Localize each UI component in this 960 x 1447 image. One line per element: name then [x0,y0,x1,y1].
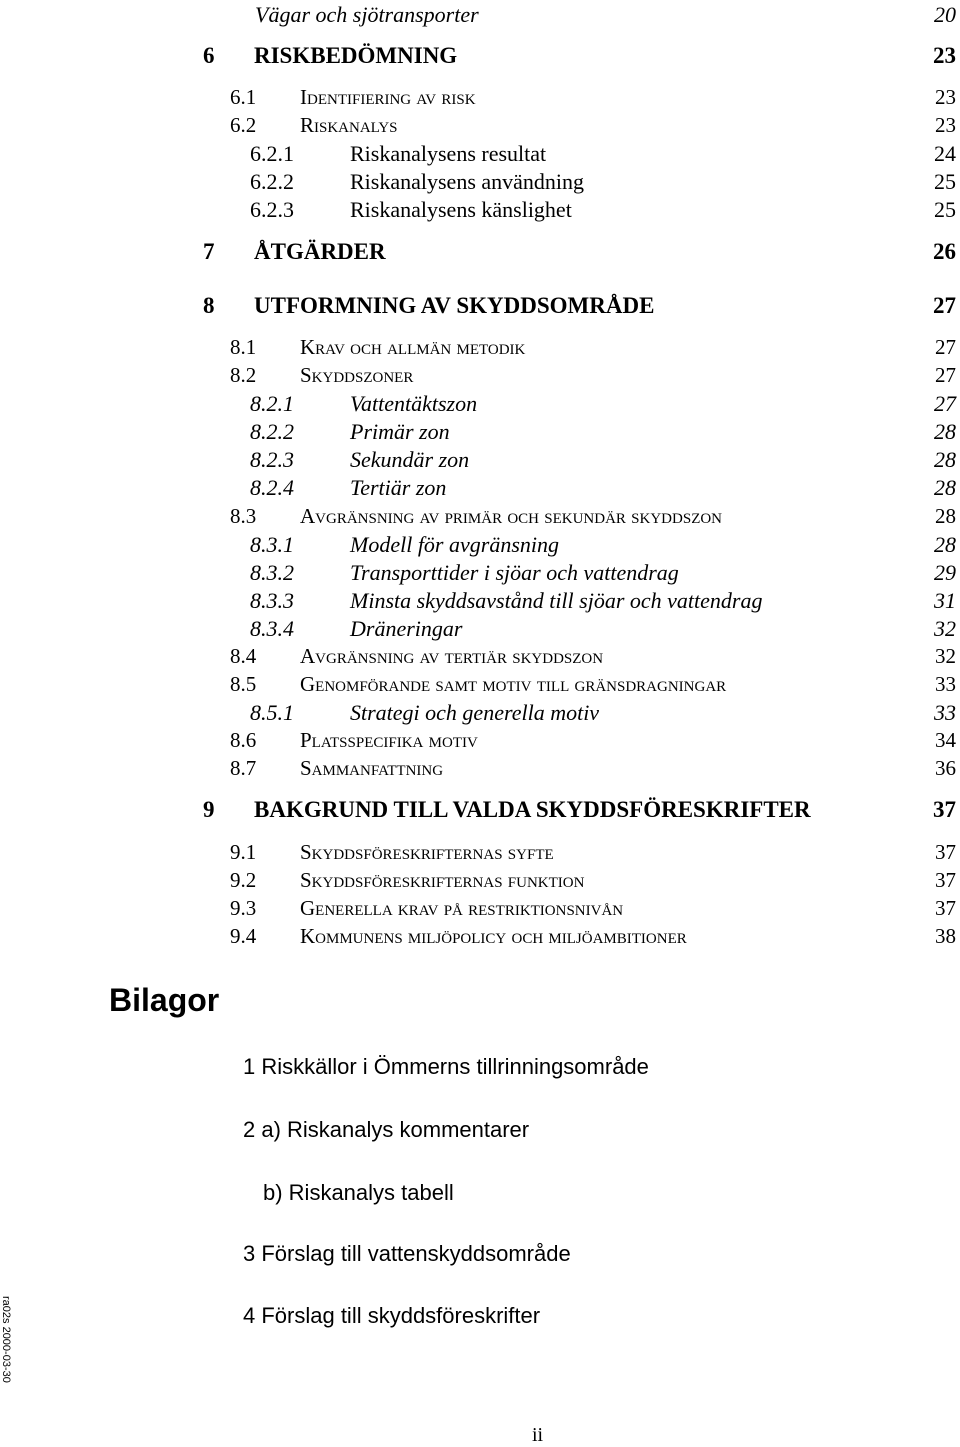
toc-entry-number: 7 [203,239,215,264]
toc-entry-title: Strategi och generella motiv [350,700,600,725]
toc-entry-page: 29 [934,560,956,585]
toc-entry-number: 8.3.3 [250,588,294,613]
toc-entry-title: Minsta skyddsavstånd till sjöar och vattendrag [350,588,763,613]
toc-entry-page: 23 [933,43,956,68]
toc-entry-title: Platsspecifika motiv [300,728,478,752]
toc-entry-number: 6 [203,43,215,68]
toc-entry-page: 27 [935,335,956,359]
toc-entry-page: 28 [934,419,956,444]
bilagor-heading: Bilagor [109,982,220,1018]
toc-entry-number: 8.3.2 [250,560,294,585]
toc-entry-page: 23 [935,85,956,109]
toc-entry-number: 6.2.3 [250,197,294,222]
toc-entry-number: 8.2.1 [250,391,294,416]
toc-entry-page: 36 [935,756,956,780]
document-id-label [0,1296,10,1386]
toc-entry-title: Riskanalysens användning [350,169,585,194]
toc-entry-title: Transporttider i sjöar och vattendrag [350,560,679,585]
toc-entry-number: 8.5.1 [250,700,294,725]
toc-entry-page: 37 [935,840,956,864]
toc-entry-title: Avgränsning av tertiär skyddszon [300,644,604,668]
toc-entry-page: 37 [933,797,956,822]
toc-entry-title: Generella krav på restriktionsnivån [300,896,624,920]
toc-entry-number: 8.2.2 [250,419,294,444]
appendix-item: 4 Förslag till skyddsföreskrifter [243,1303,541,1328]
toc-entry-number: 9.1 [230,840,257,864]
toc-entry-page: 28 [934,532,956,557]
toc-entry-page: 31 [934,588,956,613]
toc-entry-page: 28 [934,447,956,472]
appendix-item: 3 Förslag till vattenskyddsområde [243,1241,571,1266]
toc-entry-title: Skyddsföreskrifternas syfte [300,840,554,864]
toc-entry-number: 8 [203,293,215,318]
toc-entry-number: 6.2 [230,113,257,137]
toc-entry-number: 8.5 [230,672,257,696]
toc-entry-title: Riskanalysens känslighet [350,197,572,222]
toc-entry-page: 32 [935,644,956,668]
toc-entry-title: Tertiär zon [350,475,447,500]
toc-entry-page: 37 [935,896,956,920]
page-number: ii [532,1424,544,1446]
toc-entry-number: 6.2.1 [250,141,294,166]
appendix-item: b) Riskanalys tabell [263,1180,454,1205]
toc-entry-number: 8.2.4 [250,475,294,500]
toc-entry-number: 8.4 [230,644,257,668]
toc-entry-title: Riskanalys [300,113,398,137]
toc-entry-number: 8.2.3 [250,447,294,472]
toc-entry-number: 8.6 [230,728,257,752]
toc-entry-number: 8.7 [230,756,257,780]
toc-entry-page: 26 [933,239,956,264]
toc-entry-number: 9 [203,797,215,822]
toc-entry-title: Primär zon [350,419,450,444]
toc-entry-page: 23 [935,113,956,137]
toc-entry-page: 24 [934,141,956,166]
toc-entry-page: 27 [933,293,956,318]
toc-entry-number: 9.4 [230,924,257,948]
toc-entry-number: 8.3 [230,504,257,528]
toc-entry-title: Sekundär zon [350,447,470,472]
toc-entry-title: Identifiering av risk [300,85,476,109]
toc-entry-page: 27 [934,391,956,416]
toc-entry-page: 25 [934,197,956,222]
toc-entry-page: 32 [934,616,956,641]
document-id-text: ra02s 2000-03-30 [0,1296,12,1383]
toc-entry-title: Kommunens miljöpolicy och miljöambitioner [300,924,687,948]
toc-entry-title: ÅTGÄRDER [254,239,386,264]
toc-entry-title: BAKGRUND TILL VALDA SKYDDSFÖRESKRIFTER [254,797,811,822]
toc-entry-title: Vägar och sjötransporter [255,2,479,27]
toc-entry-title: Krav och allmän metodik [300,335,526,359]
toc-entry-title: RISKBEDÖMNING [254,43,458,68]
toc-entry-number: 9.2 [230,868,257,892]
toc-entry-page: 33 [935,672,956,696]
toc-entry-page: 27 [935,363,956,387]
toc-entry-number: 9.3 [230,896,257,920]
toc-entry-page: 28 [935,504,956,528]
toc-entry-number: 8.3.4 [250,616,294,641]
toc-entry-page: 28 [934,475,956,500]
toc-entry-title: Sammanfattning [300,756,444,780]
toc-entry-page: 25 [934,169,956,194]
toc-entry-number: 6.1 [230,85,257,109]
appendix-item: 1 Riskkällor i Ömmerns tillrinningsområde [243,1054,649,1079]
toc-entry-page: 34 [935,728,956,752]
appendix-item: 2 a) Riskanalys kommentarer [243,1117,530,1142]
toc-entry-title: Vattentäktszon [350,391,478,416]
toc-entry-title: Genomförande samt motiv till gränsdragningar [300,672,727,696]
toc-entry-number: 8.2 [230,363,257,387]
toc-entry-title: Skyddszoner [300,363,414,387]
toc-entry-number: 8.1 [230,335,257,359]
toc-entry-title: Riskanalysens resultat [350,141,547,166]
toc-entry-page: 37 [935,868,956,892]
toc-entry-number: 8.3.1 [250,532,294,557]
toc-entry-title: Dräneringar [350,616,463,641]
toc-entry-page: 38 [935,924,956,948]
toc-entry-title: UTFORMNING AV SKYDDSOMRÅDE [254,293,655,318]
toc-entry-page: 33 [934,700,956,725]
toc-entry-page: 20 [934,2,956,27]
toc-entry-title: Skyddsföreskrifternas funktion [300,868,585,892]
toc-entry-title: Modell för avgränsning [350,532,559,557]
toc-entry-title: Avgränsning av primär och sekundär skyddszon [300,504,723,528]
toc-entry-number: 6.2.2 [250,169,294,194]
